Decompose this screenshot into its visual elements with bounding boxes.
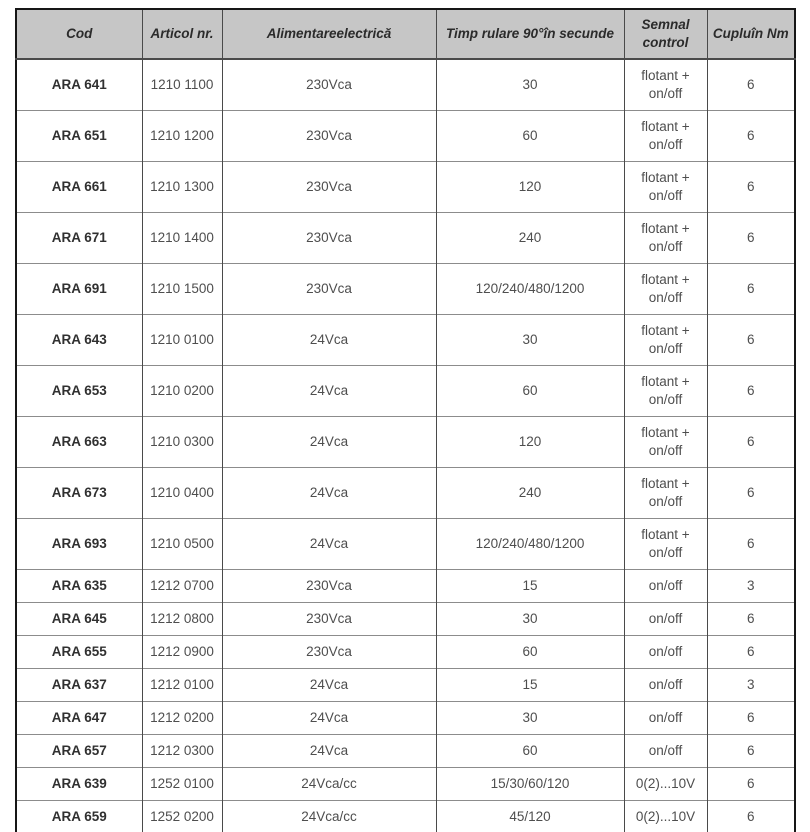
cell-cuplu: 6	[707, 315, 795, 366]
cell-alimentare: 24Vca	[222, 669, 436, 702]
cell-cuplu: 3	[707, 570, 795, 603]
cell-articol: 1210 0300	[142, 417, 222, 468]
column-header-timp-rulare: Timp rulare 90°în secunde	[436, 9, 624, 59]
cell-timp: 15/30/60/120	[436, 768, 624, 801]
cell-alimentare: 230Vca	[222, 59, 436, 111]
cell-semnal: flotant + on/off	[624, 162, 707, 213]
table-row	[16, 315, 795, 366]
cell-cuplu: 6	[707, 264, 795, 315]
cell-semnal: flotant + on/off	[624, 59, 707, 111]
cell-articol: 1212 0800	[142, 603, 222, 636]
cell-semnal: flotant + on/off	[624, 315, 707, 366]
cell-timp: 60	[436, 111, 624, 162]
table-row	[16, 636, 795, 669]
table-row	[16, 669, 795, 702]
table-row	[16, 519, 795, 570]
table-row	[16, 801, 795, 832]
cell-cuplu: 6	[707, 735, 795, 768]
cell-cuplu: 6	[707, 519, 795, 570]
cell-timp: 240	[436, 213, 624, 264]
table-row	[16, 768, 795, 801]
cell-semnal: on/off	[624, 702, 707, 735]
cell-alimentare: 24Vca	[222, 735, 436, 768]
cell-semnal: 0(2)...10V	[624, 768, 707, 801]
cell-alimentare: 230Vca	[222, 162, 436, 213]
cell-timp: 120/240/480/1200	[436, 264, 624, 315]
cell-cod: ARA 671	[16, 213, 142, 264]
cell-timp: 30	[436, 315, 624, 366]
cell-alimentare: 230Vca	[222, 213, 436, 264]
cell-cod: ARA 655	[16, 636, 142, 669]
cell-cod: ARA 657	[16, 735, 142, 768]
cell-articol: 1212 0700	[142, 570, 222, 603]
cell-articol: 1210 1100	[142, 59, 222, 111]
table-row	[16, 702, 795, 735]
cell-timp: 15	[436, 669, 624, 702]
cell-cuplu: 6	[707, 603, 795, 636]
table-row	[16, 417, 795, 468]
cell-cuplu: 6	[707, 801, 795, 832]
cell-alimentare: 24Vca/cc	[222, 801, 436, 832]
cell-cuplu: 6	[707, 59, 795, 111]
cell-timp: 30	[436, 702, 624, 735]
cell-timp: 60	[436, 366, 624, 417]
table-row	[16, 213, 795, 264]
cell-articol: 1210 0400	[142, 468, 222, 519]
cell-articol: 1252 0100	[142, 768, 222, 801]
table-row	[16, 59, 795, 111]
cell-alimentare: 24Vca	[222, 468, 436, 519]
cell-cuplu: 6	[707, 636, 795, 669]
cell-timp: 30	[436, 603, 624, 636]
cell-semnal: on/off	[624, 669, 707, 702]
cell-semnal: on/off	[624, 603, 707, 636]
cell-alimentare: 230Vca	[222, 264, 436, 315]
cell-timp: 60	[436, 735, 624, 768]
cell-alimentare: 24Vca	[222, 417, 436, 468]
cell-timp: 60	[436, 636, 624, 669]
cell-cod: ARA 643	[16, 315, 142, 366]
column-header-cod: Cod	[16, 9, 142, 59]
cell-articol: 1210 0200	[142, 366, 222, 417]
cell-cuplu: 3	[707, 669, 795, 702]
cell-cod: ARA 673	[16, 468, 142, 519]
cell-articol: 1210 1300	[142, 162, 222, 213]
cell-timp: 30	[436, 59, 624, 111]
cell-semnal: 0(2)...10V	[624, 801, 707, 832]
cell-articol: 1212 0300	[142, 735, 222, 768]
header-row	[16, 9, 795, 59]
cell-semnal: flotant + on/off	[624, 417, 707, 468]
cell-articol: 1252 0200	[142, 801, 222, 832]
cell-timp: 120	[436, 417, 624, 468]
cell-articol: 1210 1400	[142, 213, 222, 264]
column-header-semnal: Semnal control	[624, 9, 707, 59]
cell-semnal: flotant + on/off	[624, 213, 707, 264]
cell-alimentare: 24Vca	[222, 366, 436, 417]
cell-alimentare: 24Vca	[222, 315, 436, 366]
cell-articol: 1210 0100	[142, 315, 222, 366]
cell-cod: ARA 661	[16, 162, 142, 213]
cell-cod: ARA 659	[16, 801, 142, 832]
table-row	[16, 264, 795, 315]
cell-timp: 120/240/480/1200	[436, 519, 624, 570]
cell-semnal: on/off	[624, 735, 707, 768]
cell-alimentare: 230Vca	[222, 603, 436, 636]
product-spec-table	[15, 8, 796, 832]
cell-timp: 15	[436, 570, 624, 603]
table-body	[16, 59, 795, 832]
column-header-articol-nr: Articol nr.	[142, 9, 222, 59]
table-row	[16, 468, 795, 519]
cell-articol: 1210 1200	[142, 111, 222, 162]
cell-alimentare: 24Vca	[222, 519, 436, 570]
cell-semnal: on/off	[624, 636, 707, 669]
table-row	[16, 603, 795, 636]
cell-articol: 1212 0900	[142, 636, 222, 669]
table-row	[16, 366, 795, 417]
cell-cuplu: 6	[707, 417, 795, 468]
cell-cod: ARA 641	[16, 59, 142, 111]
cell-cod: ARA 645	[16, 603, 142, 636]
cell-cuplu: 6	[707, 162, 795, 213]
cell-articol: 1210 0500	[142, 519, 222, 570]
cell-alimentare: 24Vca/cc	[222, 768, 436, 801]
cell-cuplu: 6	[707, 366, 795, 417]
cell-cuplu: 6	[707, 768, 795, 801]
cell-alimentare: 230Vca	[222, 570, 436, 603]
table-row	[16, 570, 795, 603]
cell-articol: 1212 0200	[142, 702, 222, 735]
column-header-cuplu: Cupluîn Nm	[707, 9, 795, 59]
cell-cuplu: 6	[707, 468, 795, 519]
table-row	[16, 735, 795, 768]
cell-cod: ARA 647	[16, 702, 142, 735]
cell-alimentare: 24Vca	[222, 702, 436, 735]
column-header-alimentare: Alimentareelectrică	[222, 9, 436, 59]
cell-cod: ARA 663	[16, 417, 142, 468]
cell-alimentare: 230Vca	[222, 111, 436, 162]
cell-cod: ARA 693	[16, 519, 142, 570]
cell-articol: 1210 1500	[142, 264, 222, 315]
cell-semnal: flotant + on/off	[624, 468, 707, 519]
cell-cuplu: 6	[707, 213, 795, 264]
cell-cod: ARA 639	[16, 768, 142, 801]
cell-cod: ARA 635	[16, 570, 142, 603]
cell-cuplu: 6	[707, 702, 795, 735]
cell-timp: 45/120	[436, 801, 624, 832]
cell-timp: 120	[436, 162, 624, 213]
cell-semnal: flotant + on/off	[624, 519, 707, 570]
cell-semnal: flotant + on/off	[624, 366, 707, 417]
cell-timp: 240	[436, 468, 624, 519]
cell-semnal: on/off	[624, 570, 707, 603]
cell-semnal: flotant + on/off	[624, 111, 707, 162]
cell-cod: ARA 653	[16, 366, 142, 417]
cell-cod: ARA 637	[16, 669, 142, 702]
cell-cod: ARA 651	[16, 111, 142, 162]
cell-cod: ARA 691	[16, 264, 142, 315]
table-row	[16, 111, 795, 162]
table-row	[16, 162, 795, 213]
cell-cuplu: 6	[707, 111, 795, 162]
cell-alimentare: 230Vca	[222, 636, 436, 669]
cell-semnal: flotant + on/off	[624, 264, 707, 315]
cell-articol: 1212 0100	[142, 669, 222, 702]
